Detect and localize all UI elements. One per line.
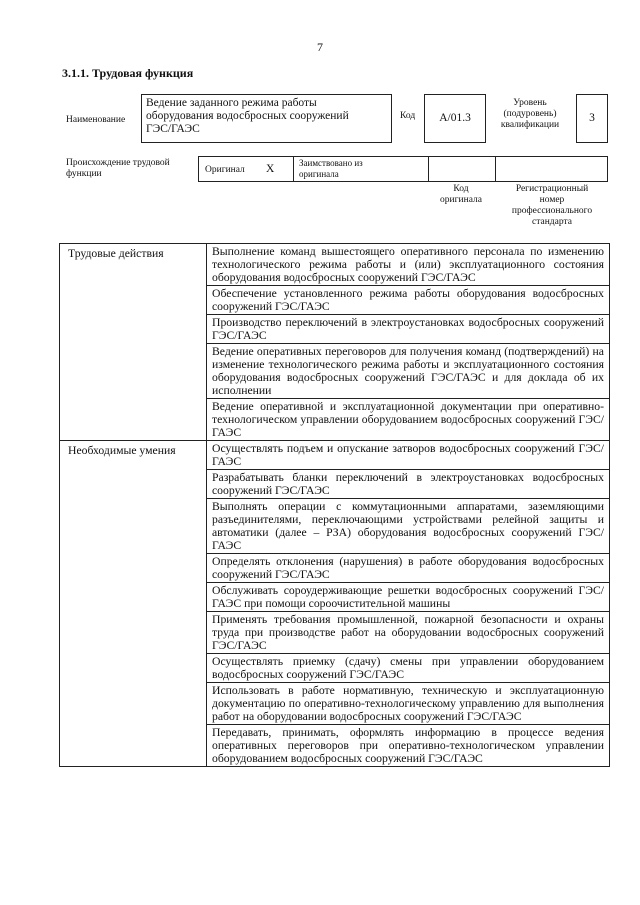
action-item: Ведение оперативных переговоров для получения команд (подтверждений) на изменение технологического режима работы и эксплуатационного состояния оборудования водосбросных сооружений ГЭС/ГАЭС и для доклада об их исполнении	[207, 344, 610, 399]
origin-label-line: функции	[66, 169, 102, 179]
name-label: Наименование	[66, 115, 126, 125]
original-label: Оригинал	[205, 165, 245, 175]
reg-number-line: профессионального	[511, 206, 593, 216]
reg-number-line: стандарта	[532, 217, 572, 227]
code-original-line: Код	[453, 184, 469, 194]
origin-divider	[293, 157, 294, 181]
origin-divider	[495, 157, 496, 181]
function-name-line: Ведение заданного режима работы	[146, 97, 317, 109]
code-label: Код	[400, 111, 416, 121]
original-mark: X	[266, 163, 275, 175]
level-label-line: Уровень	[513, 98, 547, 108]
group-label-actions: Трудовые действия	[60, 244, 207, 441]
function-name-line: оборудования водосбросных сооружений	[146, 110, 349, 122]
skill-item: Передавать, принимать, оформлять информацию в процессе ведения оперативных переговоров при оперативно-технологическом управлении оборудованием водосбросных сооружений ГЭС/ГАЭС	[207, 725, 610, 767]
skill-item: Применять требования промышленной, пожарной безопасности и охраны труда при производстве работ на оборудовании водосбросных сооружений ГЭС/ГАЭС	[207, 612, 610, 654]
origin-table	[198, 156, 608, 182]
borrowed-label-line: Заимствовано из	[299, 158, 363, 168]
skill-item: Разрабатывать бланки переключений в электроустановках водосбросных сооружений ГЭС/ГАЭС	[207, 470, 610, 499]
function-name-line: ГЭС/ГАЭС	[146, 123, 200, 135]
code-original-line: оригинала	[440, 195, 482, 205]
reg-number-line: номер	[539, 195, 565, 205]
function-name-box	[141, 94, 392, 143]
table-row	[60, 441, 610, 470]
section-heading: 3.1.1. Трудовая функция	[62, 66, 194, 80]
function-details-table	[59, 243, 610, 767]
level-label-line: квалификации	[500, 120, 560, 130]
level-value-box	[576, 94, 608, 143]
code-value-box	[424, 94, 486, 143]
borrowed-label-line: оригинала	[299, 169, 339, 179]
table-row	[60, 244, 610, 286]
reg-number-caption	[496, 184, 608, 228]
level-label	[490, 98, 570, 131]
code-value: A/01.3	[439, 112, 471, 124]
skill-item: Обслуживать сороудерживающие решетки водосбросных сооружений ГЭС/ГАЭС при помощи сороочистительной машины	[207, 583, 610, 612]
origin-label-line: Происхождение трудовой	[66, 158, 170, 168]
skill-item: Осуществлять приемку (сдачу) смены при управлении оборудованием водосбросных сооружений ГЭС/ГАЭС	[207, 654, 610, 683]
level-value: 3	[589, 112, 595, 124]
action-item: Обеспечение установленного режима работы оборудования водосбросных сооружений ГЭС/ГАЭС	[207, 286, 610, 315]
details-table	[59, 243, 610, 767]
code-original-caption	[428, 184, 494, 206]
origin-label	[66, 158, 196, 180]
skill-item: Определять отклонения (нарушения) в работе оборудования водосбросных сооружений ГЭС/ГАЭС	[207, 554, 610, 583]
origin-divider	[428, 157, 429, 181]
borrowed-label	[299, 158, 363, 180]
page-number: 7	[317, 40, 323, 54]
skill-item: Использовать в работе нормативную, техническую и эксплуатационную документацию по оперативно-технологическому управлению для выполнения работ на оборудовании водосбросных сооружений ГЭС/ГАЭС	[207, 683, 610, 725]
group-label-skills: Необходимые умения	[60, 441, 207, 767]
action-item: Ведение оперативной и эксплуатационной документации при оперативно-технологическом управлении оборудованием водосбросных сооружений ГЭС/ГАЭС	[207, 399, 610, 441]
action-item: Выполнение команд вышестоящего оперативного персонала по изменению технологического режима работы и (или) эксплуатационного состояния оборудования водосбросных сооружений ГЭС/ГАЭС	[207, 244, 610, 286]
level-label-line: (подуровень)	[503, 109, 557, 119]
skill-item: Выполнять операции с коммутационными аппаратами, заземляющими разъединителями, переключающими устройствами релейной защиты и автоматики (далее – РЗА) оборудования водосбросных сооружений ГЭС/ГАЭС	[207, 499, 610, 554]
skill-item: Осуществлять подъем и опускание затворов водосбросных сооружений ГЭС/ГАЭС	[207, 441, 610, 470]
reg-number-line: Регистрационный	[515, 184, 589, 194]
action-item: Производство переключений в электроустановках водосбросных сооружений ГЭС/ГАЭС	[207, 315, 610, 344]
